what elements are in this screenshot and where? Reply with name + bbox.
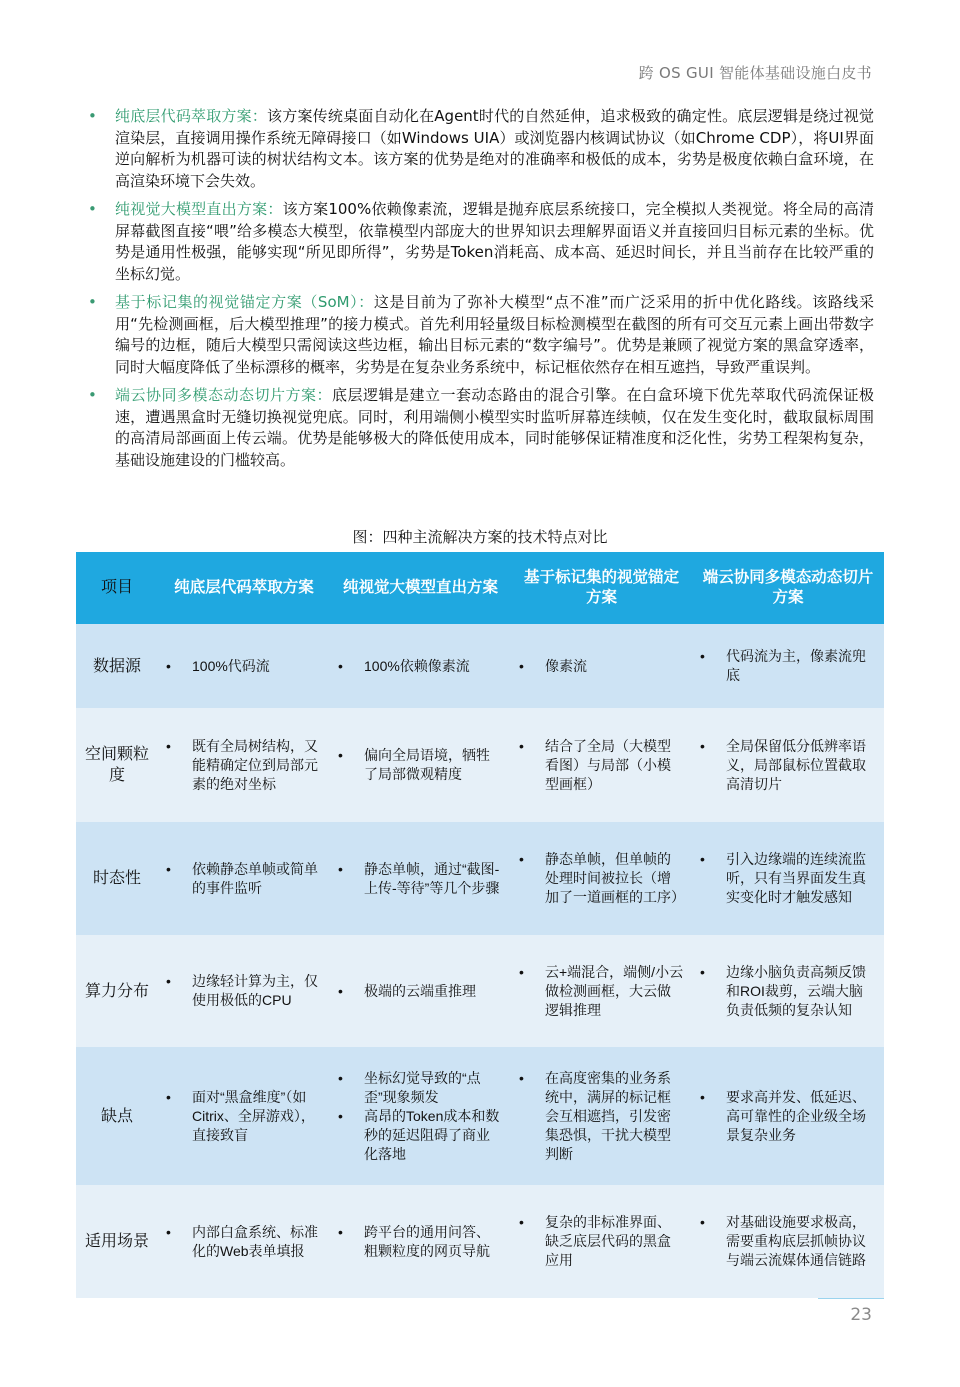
cell-text: 代码流为主，像素流兜底 — [726, 648, 866, 683]
column-header: 纯视觉大模型直出方案 — [330, 552, 511, 624]
cell-text: 静态单帧，通过“截图-上传-等待”等几个步骤 — [364, 860, 500, 896]
bullet-dot-icon: • — [519, 737, 524, 754]
table-cell — [692, 708, 884, 822]
cell-bullet-item — [166, 657, 322, 676]
cell-bullet-list — [166, 1223, 322, 1261]
table-cell — [330, 624, 511, 708]
cell-text: 结合了全局（大模型看图）与局部（小模型画框） — [545, 737, 671, 792]
cell-bullet-item — [700, 963, 876, 1020]
cell-text: 跨平台的通用问答、粗颗粒度的网页导航 — [364, 1223, 490, 1259]
bullet-lead: 纯底层代码萃取方案： — [115, 107, 268, 125]
cell-bullet-item — [519, 657, 684, 676]
table-cell — [158, 708, 330, 822]
cell-bullet-list — [338, 746, 503, 784]
bullet-dot-icon: • — [519, 963, 524, 980]
bullet-body: 底层逻辑是建立一套动态路由的混合引擎。在白盒环境下优先萃取代码流保证极速，遭遇黑盒时无缝切换视觉兜底。同时，利用端侧小模型实时监听屏幕连续帧，仅在发生变化时，截取鼠标周围的高清局部画面上传云端。优势是能够极大的降低使用成本，同时能够保证精准度和泛化性，劣势工程架构复杂，基础设施建设的门槛较高。 — [115, 386, 874, 469]
bullet-dot-icon: • — [700, 851, 705, 867]
cell-bullet-item — [338, 982, 503, 1001]
bullet-dot-icon: • — [338, 747, 343, 763]
bullet-dot-icon: • — [338, 860, 343, 877]
cell-text: 高昂的Token成本和数秒的延迟阻碍了商业化落地 — [364, 1107, 500, 1162]
table-cell — [692, 1185, 884, 1298]
bullet-dot-icon: • — [700, 1088, 705, 1105]
table-cell — [158, 822, 330, 935]
cell-bullet-item — [338, 1223, 503, 1261]
cell-bullet-item — [338, 657, 503, 676]
running-header: 跨 OS GUI 智能体基础设施白皮书 — [638, 64, 872, 82]
cell-text: 100%代码流 — [192, 657, 270, 674]
cell-text: 要求高并发、低延迟、高可靠性的企业级全场景复杂业务 — [726, 1088, 866, 1143]
bullet-dot-icon: • — [338, 1069, 343, 1086]
cell-bullet-item — [166, 1223, 322, 1261]
cell-text: 复杂的非标准界面、缺乏底层代码的黑盒应用 — [545, 1214, 671, 1268]
cell-bullet-list — [519, 657, 684, 676]
cell-text: 依赖静态单帧或简单的事件监听 — [192, 860, 318, 896]
table-cell — [330, 708, 511, 822]
cell-bullet-item — [519, 1069, 684, 1164]
cell-text: 全局保留低分低辨率语义，局部鼠标位置截取高清切片 — [726, 737, 866, 792]
bullet-dot-icon: • — [88, 107, 97, 125]
bullet-dot-icon: • — [166, 973, 171, 989]
table-row — [76, 1047, 884, 1185]
bullet-item-pure-vision — [88, 199, 874, 285]
cell-bullet-list — [700, 737, 876, 794]
column-header: 纯底层代码萃取方案 — [158, 552, 330, 624]
cell-text: 既有全局树结构，又能精确定位到局部元素的绝对坐标 — [192, 737, 318, 792]
table-cell — [511, 624, 692, 708]
bullet-item-edge-cloud — [88, 385, 874, 471]
cell-bullet-item — [519, 850, 684, 907]
table-row — [76, 1185, 884, 1298]
bullet-item-code-extraction — [88, 106, 874, 192]
cell-bullet-item — [700, 1213, 876, 1270]
cell-bullet-list — [519, 737, 684, 794]
table-row — [76, 624, 884, 708]
bullet-body: 这是目前为了弥补大模型“点不准”而广泛采用的折中优化路线。该路线采用“先检测画框，后大模型推理”的接力模式。首先利用轻量级目标检测模型在截图的所有可交互元素上画出带数字编号的边框，随后大模型只需阅读这些边框，输出目标元素的“数字编号”。优势是兼顾了视觉方案的黑盒穿透率，同时大幅度降低了坐标漂移的概率，劣势是在复杂业务系统中，标记框依然存在相互遮挡，导致严重误判。 — [115, 293, 874, 376]
bullet-dot-icon: • — [166, 737, 171, 754]
cell-bullet-list — [700, 1088, 876, 1145]
cell-text: 引入边缘端的连续流监听，只有当界面发生真实变化时才触发感知 — [726, 851, 866, 905]
cell-bullet-item — [700, 1088, 876, 1145]
table-row — [76, 708, 884, 822]
cell-text: 边缘小脑负责高频反馈和ROI裁剪，云端大脑负责低频的复杂认知 — [726, 963, 866, 1018]
cell-bullet-list — [519, 1069, 684, 1164]
cell-bullet-list — [338, 657, 503, 676]
row-label: 空间颗粒度 — [76, 708, 158, 822]
cell-bullet-item — [700, 647, 876, 685]
table-header-row — [76, 552, 884, 624]
cell-bullet-list — [700, 647, 876, 685]
cell-text: 100%依赖像素流 — [364, 657, 470, 674]
table-cell — [158, 1047, 330, 1185]
table-cell — [692, 935, 884, 1047]
bullet-dot-icon: • — [88, 293, 97, 311]
cell-bullet-list — [166, 657, 322, 676]
bullet-body: 该方案传统桌面自动化在Agent时代的自然延伸，追求极致的确定性。底层逻辑是绕过视觉渲染层，直接调用操作系统无障碍接口（如Windows UIA）或浏览器内核调试协议（如Chrome CDP），将UI界面逆向解析为机器可读的树状结构文本。该方案的优势是绝对的准确率和极低的成本，劣势是极度依赖白盒环境，在高渲染环境下会失效。 — [115, 107, 874, 190]
cell-bullet-item — [519, 963, 684, 1020]
bullet-dot-icon: • — [338, 982, 343, 999]
cell-bullet-list — [166, 860, 322, 898]
cell-bullet-list — [519, 963, 684, 1020]
row-label: 适用场景 — [76, 1185, 158, 1298]
cell-text: 边缘轻计算为主，仅使用极低的CPU — [192, 973, 318, 1008]
cell-bullet-list — [166, 972, 322, 1010]
bullet-dot-icon: • — [700, 1214, 705, 1230]
bullet-dot-icon: • — [88, 200, 97, 218]
table-cell — [330, 822, 511, 935]
table-cell — [158, 935, 330, 1047]
cell-text: 静态单帧，但单帧的处理时间被拉长（增加了一道画框的工序） — [545, 851, 685, 905]
cell-text: 云+端混合，端侧/小云做检测画框，大云做逻辑推理 — [545, 963, 684, 1018]
table-cell — [511, 1185, 692, 1298]
table-row — [76, 822, 884, 935]
cell-bullet-item — [700, 737, 876, 794]
table-cell — [330, 935, 511, 1047]
bullet-lead: 端云协同多模态动态切片方案： — [115, 386, 332, 404]
cell-bullet-list — [338, 860, 503, 898]
bullet-dot-icon: • — [519, 657, 524, 674]
bullet-item-som — [88, 292, 874, 378]
column-header: 基于标记集的视觉锚定方案 — [511, 552, 692, 624]
cell-text: 像素流 — [545, 657, 587, 674]
column-header: 项目 — [76, 552, 158, 624]
table-cell — [158, 624, 330, 708]
cell-bullet-item — [338, 746, 503, 784]
bullet-dot-icon: • — [166, 1223, 171, 1240]
bullet-dot-icon: • — [519, 851, 524, 867]
table-cell — [692, 624, 884, 708]
bullet-dot-icon: • — [700, 648, 705, 664]
bullet-dot-icon: • — [166, 657, 171, 674]
cell-bullet-item — [700, 850, 876, 907]
cell-bullet-item — [166, 737, 322, 794]
cell-bullet-list — [700, 1213, 876, 1270]
bullet-dot-icon: • — [700, 963, 705, 980]
cell-text: 偏向全局语境，牺牲了局部微观精度 — [364, 747, 490, 782]
cell-bullet-item — [166, 860, 322, 898]
page-number: 23 — [850, 1305, 872, 1325]
comparison-table — [76, 552, 884, 1298]
table-cell — [330, 1047, 511, 1185]
cell-bullet-list — [519, 850, 684, 907]
figure-caption: 图：四种主流解决方案的技术特点对比 — [352, 528, 608, 546]
cell-bullet-list — [166, 737, 322, 794]
cell-text: 内部白盒系统、标准化的Web表单填报 — [192, 1223, 318, 1259]
cell-text: 坐标幻觉导致的“点歪”现象频发 — [364, 1069, 481, 1105]
cell-text: 对基础设施要求极高，需要重构底层抓帧协议与端云流媒体通信链路 — [726, 1214, 866, 1268]
table-cell — [511, 935, 692, 1047]
table-cell — [692, 1047, 884, 1185]
bullet-dot-icon: • — [166, 1088, 171, 1105]
cell-bullet-item — [338, 1107, 503, 1164]
cell-bullet-list — [338, 982, 503, 1001]
row-label: 缺点 — [76, 1047, 158, 1185]
column-header: 端云协同多模态动态切片方案 — [692, 552, 884, 624]
bullet-dot-icon: • — [338, 657, 343, 674]
bullet-dot-icon: • — [519, 1069, 524, 1086]
cell-bullet-item — [338, 1069, 503, 1107]
bullet-dot-icon: • — [338, 1107, 343, 1124]
row-label: 时态性 — [76, 822, 158, 935]
table-row — [76, 935, 884, 1047]
bullet-dot-icon: • — [88, 386, 97, 404]
cell-bullet-list — [338, 1223, 503, 1261]
table-cell — [158, 1185, 330, 1298]
bullet-lead: 纯视觉大模型直出方案： — [115, 200, 283, 218]
cell-bullet-list — [338, 1069, 503, 1164]
bullet-lead: 基于标记集的视觉锚定方案（SoM）： — [115, 293, 374, 311]
cell-bullet-item — [519, 1213, 684, 1270]
bullet-dot-icon: • — [166, 860, 171, 877]
table-cell — [511, 822, 692, 935]
cell-bullet-list — [519, 1213, 684, 1270]
cell-bullet-list — [700, 850, 876, 907]
table-cell — [511, 1047, 692, 1185]
divider — [818, 1298, 884, 1299]
bullet-dot-icon: • — [338, 1223, 343, 1240]
table-cell — [511, 708, 692, 822]
table-cell — [330, 1185, 511, 1298]
cell-bullet-list — [166, 1088, 322, 1145]
cell-bullet-item — [166, 1088, 322, 1145]
bullet-body: 该方案100%依赖像素流，逻辑是抛弃底层系统接口，完全模拟人类视觉。将全局的高清屏幕截图直接“喂”给多模态大模型，依靠模型内部庞大的世界知识去理解界面语义并直接回归目标元素的坐标。优势是通用性极强，能够实现“所见即所得”，劣势是Token消耗高、成本高、延迟时间长，并且当前存在比较严重的坐标幻觉。 — [115, 200, 874, 283]
cell-bullet-item — [519, 737, 684, 794]
cell-text: 在高度密集的业务系统中，满屏的标记框会互相遮挡，引发密集恐惧，干扰大模型判断 — [545, 1069, 671, 1162]
bullet-list — [88, 106, 874, 478]
table-cell — [692, 822, 884, 935]
cell-bullet-item — [166, 972, 322, 1010]
row-label: 算力分布 — [76, 935, 158, 1047]
cell-bullet-item — [338, 860, 503, 898]
bullet-dot-icon: • — [700, 737, 705, 754]
bullet-dot-icon: • — [519, 1214, 524, 1230]
cell-text: 极端的云端重推理 — [364, 982, 476, 999]
cell-text: 面对“黑盒维度”（如Citrix、全屏游戏），直接致盲 — [192, 1088, 315, 1143]
cell-bullet-list — [700, 963, 876, 1020]
row-label: 数据源 — [76, 624, 158, 708]
